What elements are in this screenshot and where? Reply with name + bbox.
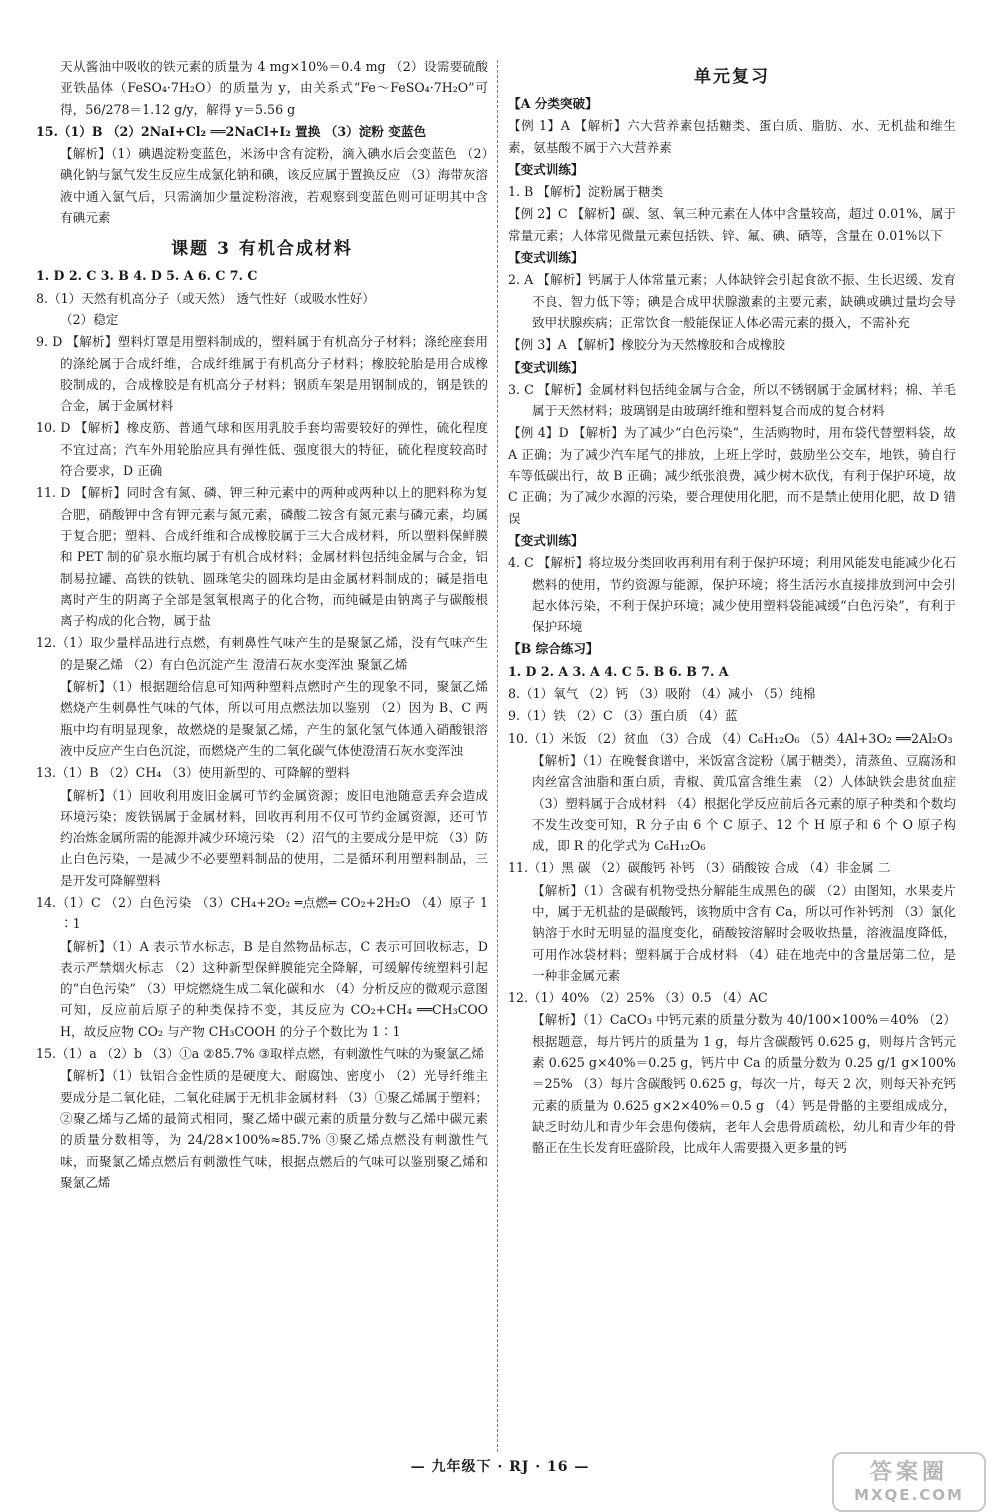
right-column [508,56,956,1160]
section-title-lesson3: 课题 3 有机合成材料 [171,239,353,260]
b-answer-12: 12.（1）40% （2）25% （3）0.5 （4）AC [508,990,768,1006]
left-column [36,56,488,1194]
tag-variant-3: 【变式训练】 [508,359,584,375]
b-answer-10: 10.（1）米饭 （2）贫血 （3）合成 （4）C₆H₁₂O₆ （5）4Al+3O₂ ══2Al₂O₃ [508,730,953,746]
answer-11: 11. D 【解析】同时含有氮、磷、钾三种元素中的两种或两种以上的肥料称为复合肥，硝酸钾中含有钾元素与氮元素，磷酸二铵含有氮元素与磷元素，均属于复合肥；塑料、合成纤维和合成橡胶属于三大合成材料，所以塑料保鲜膜和 PET 制的矿泉水瓶均属于有机合成材料；金属材料包括纯金属与合金，铝制易拉罐、高铁的铁轨、圆珠笔尖的圆珠均是由金属材料制成的；碱是指电离时产生的阴离子全部是氢氧根离子的化合物，而纯碱是由钠离子与碳酸根离子构成的化合物，属于盐 [36,485,488,629]
b-answers-1-7: 1. D 2. A 3. A 4. C 5. B 6. B 7. A [508,663,729,679]
b-explanation-11: 【解析】（1）含碳有机物受热分解能生成黑色的碳 （2）由图知，水果麦片中，属于无机盐的是碳酸钙，该物质中含有 Ca，所以可作补钙剂 （3）氯化钠溶于水时无明显的温度变化，硝酸铵溶解时会吸收热量，溶液温度降低，可用作冰袋材料；塑料属于合成材料 （4）硅在地壳中的含量居第二位，是一种非金属元素 [532,882,956,983]
b-answer-9: 9.（1）铁 （2）C （3）蛋白质 （4）蓝 [508,708,738,724]
b-answer-8: 8.（1）氧气 （2）钙 （3）吸附 （4）减小 （5）纯棉 [508,686,816,702]
page-footer: — 九年级下 · RJ · 16 — [410,1459,590,1475]
explanation-13: 【解析】（1）回收利用废旧金属可节约金属资源；废旧电池随意丢弃会造成环境污染；废铁锅属于金属材料，回收再利用不仅可节约金属资源，还可节约冶炼金属所需的能源并减少环境污染 （2）沼气的主要成分是甲烷 （3）防止白色污染，一是减少不必要塑料制品的使用，二是循环利用塑料制品，三是开发可降解塑料 [60,787,488,888]
explanation-12: 【解析】（1）根据题给信息可知两种塑料点燃时产生的现象不同，聚氯乙烯燃烧产生刺鼻性气味的气体，所以可用点燃法加以鉴别 （2）因为 B、C 两瓶中均有明显现象，故燃烧的是聚氯乙烯，产生的氯化氢气体通入硝酸银溶液中反应产生白色沉淀，而燃烧产生的二氧化碳气体使澄清石灰水变浑浊 [60,679,488,758]
variant-answer-2: 2. A 【解析】钙属于人体常量元素；人体缺锌会引起食欲不振、生长迟缓、发育不良、智力低下等；碘是合成甲状腺激素的主要元素，缺碘或碘过量均会导致甲状腺疾病；正常饮食一般能保证人体必需元素的摄入，不需补充 [508,272,956,330]
tag-variant-2: 【变式训练】 [508,250,584,266]
example-4: 【例 4】D 【解析】为了减少“白色污染”，生活购物时，用布袋代替塑料袋，故 A 正确；为了减少汽车尾气的排放，上班上学时，鼓励坐公交车，地铁，骑自行车等低碳出行，故 B 正确；减少纸张浪费，减少树木砍伐，有利于保护环境，故 C 正确；为了减少水源的污染，要合理使用化肥，而不是禁止使用化肥，故 D 错误 [508,425,956,526]
b-explanation-12: 【解析】（1）CaCO₃ 中钙元素的质量分数为 40/100×100%＝40% （2）根据题意，每片钙片的质量为 1 g，每片含碳酸钙 0.625 g，则每片含钙元素 0.625 g×40%＝0.25 g，钙片中 Ca 的质量分数为 0.25 g/1 g×100%＝25% （3）每片含碳酸钙 0.625 g，每次一片，每天 2 次，则每天补充钙元素的质量为 0.625 g×2×40%＝0.5 g （4）钙是骨骼的主要组成成分，缺乏时幼儿和青少年会患佝偻病，老年人会患骨质疏松，幼儿和青少年的骨骼正在生长发育旺盛阶段，比成年人需要摄入更多量的钙 [532,1012,956,1156]
watermark-text-top: 答案圈 [869,1460,948,1485]
variant-answer-3: 3. C 【解析】金属材料包括纯金属与合金，所以不锈钢属于金属材料；棉、羊毛属于天然材料；玻璃钢是由玻璃纤维和塑料复合而成的复合材料 [508,381,956,419]
answer-9: 9. D 【解析】塑料灯罩是用塑料制成的，塑料属于有机高分子材料；涤纶座套用的涤纶属于合成纤维，合成纤维属于有机高分子材料；橡胶轮胎是用合成橡胶制成的，合成橡胶是有机高分子材料；钢质车架是用钢制成的，钢是铁的合金，属于金属材料 [36,334,488,414]
variant-answer-1: 1. B 【解析】淀粉属于糖类 [508,184,664,200]
column-divider [497,60,498,1452]
variant-answer-4: 4. C 【解析】将垃圾分类回收再利用有利于保护环境；利用风能发电能减少化石燃料的使用，节约资源与能源，保护环境；将生活污水直接排放到河中会引起水体污染，不利于保护环境；减少使用塑料袋能减缓“白色污染”，有利于保护环境 [508,555,956,635]
tag-variant-1: 【变式训练】 [508,161,584,177]
explanation-14: 【解析】（1）A 表示节水标志，B 是自然物品标志，C 表示可回收标志，D 表示严禁烟火标志 （2）这种新型保鲜膜能完全降解，可缓解传统塑料引起的“白色污染” （3）甲烷燃烧生成二氧化碳和水 （4）分析反应的微观示意图可知，反应前后原子的种类保持不变，其反应为 CO₂+CH₄ ══CH₃COOH，故反应物 CO₂ 与产物 CH₃COOH 的分子个数比为 1∶1 [60,938,488,1039]
answer-10: 10. D 【解析】橡皮筋、普通气球和医用乳胶手套均需要较好的弹性，硫化程度不宜过高；汽车外用轮胎应具有弹性低、强度很大的特征，硫化程度较高时符合要求，D 正确 [36,420,488,479]
answers-1-7: 1. D 2. C 3. B 4. D 5. A 6. C 7. C [36,268,258,284]
watermark-text-bottom: MXQE.COM [854,1486,964,1504]
answer-15-part1: 15.（1）B （2）2NaI+Cl₂ ══2NaCl+I₂ 置换 （3）淀粉 变蓝色 [36,123,427,139]
explanation-15-part2: 【解析】（1）钛铝合金性质的是硬度大、耐腐蚀、密度小 （2）光导纤维主要成分是二氧化硅，二氧化硅属于无机非金属材料 （3）①聚乙烯属于塑料；②聚乙烯与乙烯的最简式相同，聚乙烯中碳元素的质量分数与乙烯中碳元素的质量分数相等，为 24/28×100%≈85.7% ③聚乙烯点燃没有刺激性气味，而聚氯乙烯点燃后有刺激性气味，根据点燃后的气味可以鉴别聚乙烯和聚氯乙烯 [60,1068,488,1190]
tag-variant-4: 【变式训练】 [508,532,584,548]
b-answer-11: 11.（1）黑 碳 （2）碳酸钙 补钙 （3）硝酸铵 合成 （4）非金属 二 [508,860,891,876]
explanation-15-part1: 【解析】（1）碘遇淀粉变蓝色，米汤中含有淀粉，滴入碘水后会变蓝色 （2）碘化钠与氯气发生反应生成氯化钠和碘，该反应属于置换反应 （3）海带灰溶液中通入氯气后，只需滴加少量淀粉溶液，若观察到变蓝色则可证明其中含有碘元素 [60,146,488,226]
b-explanation-10: 【解析】（1）在晚餐食谱中，米饭富含淀粉（属于糖类），清蒸鱼、豆腐汤和肉丝富含油脂和蛋白质，青椒、黄瓜富含维生素 （2）人体缺铁会患贫血症 （3）塑料属于合成材料 （4）根据化学反应前后各元素的原子种类和个数均不发生改变可知，R 分子由 6 个 C 原子、12 个 H 原子和 6 个 O 原子构成，即 R 的化学式为 C₆H₁₂O₆ [532,752,956,854]
answer-8: 8.（1）天然有机高分子（或天然） 透气性好（或吸水性好） （2）稳定 [36,290,375,327]
answer-13: 13.（1）B （2）CH₄ （3）使用新型的、可降解的塑料 [36,765,350,781]
section-title-unit-review: 单元复习 [694,67,770,87]
example-3: 【例 3】A 【解析】橡胶分为天然橡胶和合成橡胶 [508,337,785,353]
answer-15-part2: 15.（1）a （2）b （3）①a ②85.7% ③取样点燃，有刺激性气味的为聚氯乙烯 [36,1046,484,1062]
tag-category-b: 【B 综合练习】 [508,641,599,657]
answer-12: 12.（1）取少量样品进行点燃，有刺鼻性气味产生的是聚氯乙烯，没有气味产生的是聚乙烯 （2）有白色沉淀产生 澄清石灰水变浑浊 聚氯乙烯 [36,635,488,672]
watermark-logo [832,1452,986,1512]
tag-category-a: 【A 分类突破】 [508,96,598,111]
answer-14: 14.（1）C （2）白色污染 （3）CH₄+2O₂ ═点燃═ CO₂+2H₂O （4）原子 1∶1 [36,894,488,932]
carryover-answer: 天从酱油中吸收的铁元素的质量为 4 mg×10%＝0.4 mg （2）设需要硫酸亚铁晶体（FeSO₄·7H₂O）的质量为 y，由关系式“Fe～FeSO₄·7H₂O”可得，56/278＝1.12 g/y，解得 y＝5.56 g [60,59,488,117]
example-1: 【例 1】A 【解析】六大营养素包括糖类、蛋白质、脂肪、水、无机盐和维生素，氨基酸不属于六大营养素 [508,118,956,155]
example-2: 【例 2】C 【解析】碳、氢、氧三种元素在人体中含量较高，超过 0.01%，属于常量元素；人体常见微量元素包括铁、锌、氟、碘、硒等，含量在 0.01%以下 [508,206,956,243]
